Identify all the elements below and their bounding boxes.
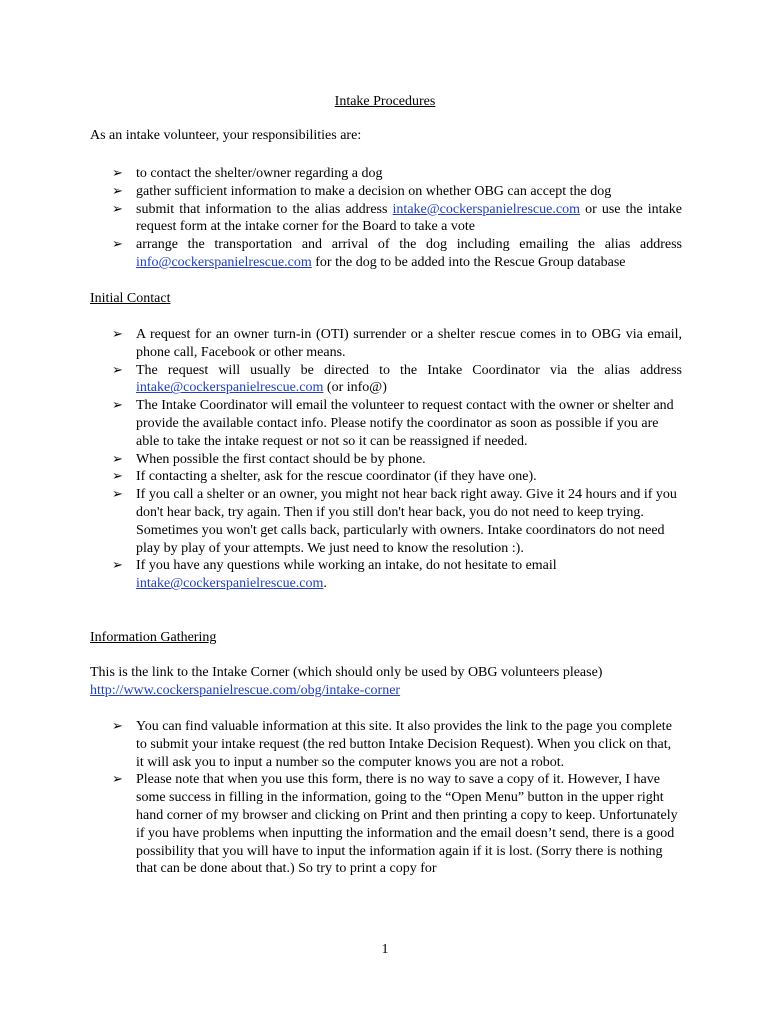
arrow-bullet-icon: ➢ xyxy=(112,362,123,378)
arrow-bullet-icon: ➢ xyxy=(112,558,123,574)
intake-corner-intro xyxy=(90,664,682,700)
list-item xyxy=(90,201,682,237)
list-item-text: The Intake Coordinator will email the volunteer to request contact with the owner or shelter and provide the available contact info. Please notify the coordinator as soon as possible if you are able to take the intake request or not so it can be reassigned if needed. xyxy=(136,398,674,449)
intake-email-link[interactable]: intake@cockerspanielrescue.com xyxy=(392,201,580,217)
list-item-text: (or info@) xyxy=(323,380,387,396)
intake-corner-link[interactable]: http://www.cockerspanielrescue.com/obg/intake-corner xyxy=(90,682,401,698)
page-title: Intake Procedures xyxy=(334,94,436,109)
intro-text: As an intake volunteer, your responsibilities are: xyxy=(90,128,362,143)
list-item-text: When possible the first contact should be by phone. xyxy=(136,451,426,467)
list-item xyxy=(90,397,682,450)
list-item-text: arrange the transportation and arrival of the dog including emailing the alias address xyxy=(136,237,682,253)
intake-email-link[interactable]: intake@cockerspanielrescue.com xyxy=(136,576,324,592)
arrow-bullet-icon: ➢ xyxy=(112,469,123,485)
arrow-bullet-icon: ➢ xyxy=(112,237,123,253)
arrow-bullet-icon: ➢ xyxy=(112,719,123,734)
list-item xyxy=(90,326,682,362)
list-item-text: A request for an owner turn-in (OTI) surrender or a shelter rescue comes in to OBG via email, phone call, Facebook or other means. xyxy=(136,327,682,360)
arrow-bullet-icon: ➢ xyxy=(112,487,123,503)
list-item xyxy=(90,771,682,878)
arrow-bullet-icon: ➢ xyxy=(112,166,123,181)
page-number: 1 xyxy=(381,942,389,957)
list-item xyxy=(90,183,682,201)
arrow-bullet-icon: ➢ xyxy=(112,451,123,467)
list-item xyxy=(90,718,682,771)
list-item xyxy=(90,165,682,183)
list-item xyxy=(90,362,682,398)
info-email-link[interactable]: info@cockerspanielrescue.com xyxy=(136,254,312,270)
initial-contact-heading: Initial Contact xyxy=(90,291,171,306)
arrow-bullet-icon: ➢ xyxy=(112,201,123,217)
list-item-text: Please note that when you use this form, there is no way to save a copy of it. However, I have some success in filling in the information, going to the “Open Menu” button in the upper right hand corner of my browser and clicking on Print and then printing a copy to keep. Unfortunately if you have problems when inputting the information and the email doesn’t send, there is a good possibility that you will have to input the information again if it is lost. (Sorry there is nothing that can be done about that.) So try to print a copy for xyxy=(136,772,678,877)
intake-email-link[interactable]: intake@cockerspanielrescue.com xyxy=(136,380,324,396)
list-item xyxy=(90,486,682,557)
information-gathering-list xyxy=(90,718,682,878)
list-item xyxy=(90,236,682,272)
list-item-text: The request will usually be directed to the Intake Coordinator via the alias address xyxy=(136,362,682,378)
list-item xyxy=(90,468,682,486)
list-item-text: to contact the shelter/owner regarding a dog xyxy=(136,166,383,181)
list-item-text: for the dog to be added into the Rescue Group database xyxy=(311,254,626,270)
responsibilities-list xyxy=(90,165,682,272)
list-item-text: or use the intake request form at the intake corner for the Board to take a vote xyxy=(136,201,683,235)
arrow-bullet-icon: ➢ xyxy=(112,183,123,199)
list-item-text: . xyxy=(323,576,327,592)
arrow-bullet-icon: ➢ xyxy=(112,327,123,342)
list-item xyxy=(90,557,682,593)
list-item-text: If contacting a shelter, ask for the rescue coordinator (if they have one). xyxy=(136,469,537,485)
arrow-bullet-icon: ➢ xyxy=(112,398,123,414)
intake-corner-intro-text: This is the link to the Intake Corner (which should only be used by OBG volunteers please) xyxy=(90,665,603,680)
list-item xyxy=(90,451,682,469)
arrow-bullet-icon: ➢ xyxy=(112,772,123,788)
list-item-text: You can find valuable information at this site. It also provides the link to the page you complete to submit your intake request (the red button Intake Decision Request). When you click on that, it will ask you to input a number so the computer knows you are not a robot. xyxy=(136,719,672,770)
list-item-text: If you call a shelter or an owner, you might not hear back right away. Give it 24 hours and if you don't hear back, try again. Then if you still don't hear back, you do not need to keep trying. Sometimes you won't get calls back, particularly with owners. Intake coordinators do not need play by play of your attempts. We just need to know the resolution :). xyxy=(136,487,677,556)
list-item-text: gather sufficient information to make a decision on whether OBG can accept the dog xyxy=(136,183,612,199)
information-gathering-heading: Information Gathering xyxy=(90,630,217,645)
list-item-text: If you have any questions while working an intake, do not hesitate to email xyxy=(136,558,557,574)
list-item-text: submit that information to the alias address xyxy=(136,201,393,217)
initial-contact-list xyxy=(90,326,682,593)
